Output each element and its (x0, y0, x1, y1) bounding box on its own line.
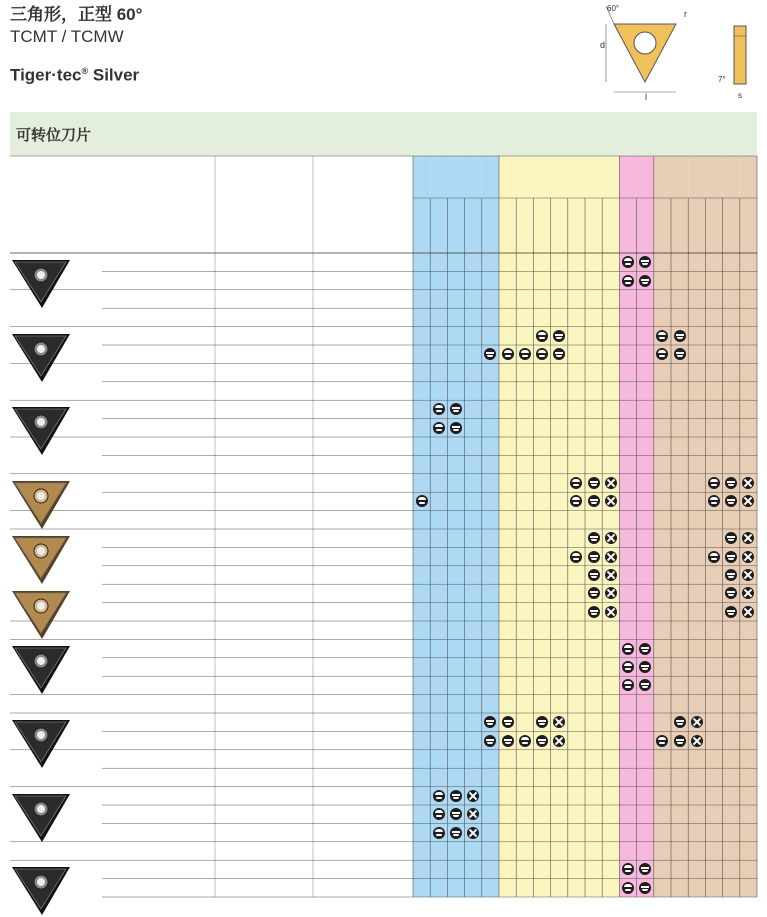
insert-mm4-image (10, 330, 72, 384)
secondary-application-icon (450, 790, 462, 802)
alternative-application-icon (605, 477, 617, 489)
secondary-application-icon (502, 735, 514, 747)
insert-ps5-image (10, 587, 72, 641)
grade-column-bg (671, 156, 688, 897)
grade-column-bg (499, 156, 516, 897)
insert-code: TCMT / TCMW (10, 27, 124, 46)
secondary-application-icon (450, 827, 462, 839)
insert-rm4-image (10, 716, 72, 770)
primary-application-icon (570, 551, 582, 563)
secondary-application-icon (725, 551, 737, 563)
primary-application-icon (656, 735, 668, 747)
insert-rk6-image (10, 863, 72, 917)
grade-column-bg (654, 156, 671, 897)
primary-application-icon (622, 643, 634, 655)
primary-application-icon (433, 808, 445, 820)
insert-rp4-image (10, 790, 72, 844)
secondary-application-icon (639, 882, 651, 894)
alternative-application-icon (691, 716, 703, 728)
primary-application-icon (708, 477, 720, 489)
grade-column-bg (465, 156, 482, 897)
grade-column-bg (723, 156, 740, 897)
grade-column-bg (602, 156, 619, 897)
secondary-application-icon (450, 422, 462, 434)
primary-application-icon (519, 735, 531, 747)
secondary-application-icon (588, 495, 600, 507)
alternative-application-icon (691, 735, 703, 747)
thickness-label: s (738, 91, 742, 100)
secondary-application-icon (536, 735, 548, 747)
secondary-application-icon (502, 716, 514, 728)
clearance-angle-label: 7° (718, 75, 726, 84)
secondary-application-icon (484, 735, 496, 747)
grade-column-bg (568, 156, 585, 897)
secondary-application-icon (553, 330, 565, 342)
grade-column-bg (585, 156, 602, 897)
diameter-label: d (600, 40, 606, 50)
primary-application-icon (536, 330, 548, 342)
insert-mp4-image (10, 403, 72, 457)
alternative-application-icon (553, 735, 565, 747)
alternative-application-icon (742, 551, 754, 563)
brand-name: Tiger·tec® Silver (10, 65, 140, 85)
grade-column-bg (413, 156, 430, 897)
secondary-application-icon (639, 275, 651, 287)
grade-column-bg (740, 156, 757, 897)
primary-application-icon (622, 882, 634, 894)
alternative-application-icon (467, 827, 479, 839)
primary-application-icon (433, 790, 445, 802)
page-title: 三角形，正型 60° (10, 5, 143, 24)
secondary-application-icon (674, 735, 686, 747)
primary-application-icon (433, 827, 445, 839)
secondary-application-icon (588, 587, 600, 599)
primary-application-icon (622, 275, 634, 287)
alternative-application-icon (605, 569, 617, 581)
radius-label: r (684, 9, 687, 19)
secondary-application-icon (725, 606, 737, 618)
grade-column-bg (447, 156, 464, 897)
secondary-application-icon (674, 330, 686, 342)
angle-label: 60° (607, 4, 620, 13)
grade-column-bg (551, 156, 568, 897)
grade-column-bg (533, 156, 550, 897)
alternative-application-icon (605, 551, 617, 563)
secondary-application-icon (588, 532, 600, 544)
grade-column-bg (482, 156, 499, 897)
primary-application-icon (708, 551, 720, 563)
grade-column-bg (705, 156, 722, 897)
secondary-application-icon (588, 569, 600, 581)
length-label: l (645, 92, 647, 102)
primary-application-icon (433, 422, 445, 434)
grade-column-bg (516, 156, 533, 897)
insert-mk4-image (10, 256, 72, 310)
insert-rk4-image (10, 642, 72, 696)
alternative-application-icon (605, 606, 617, 618)
alternative-application-icon (467, 790, 479, 802)
secondary-application-icon (588, 477, 600, 489)
alternative-application-icon (605, 532, 617, 544)
secondary-application-icon (588, 551, 600, 563)
grade-column-bg (688, 156, 705, 897)
secondary-application-icon (639, 643, 651, 655)
primary-application-icon (502, 348, 514, 360)
grade-column-bg (430, 156, 447, 897)
secondary-application-icon (674, 348, 686, 360)
insert-pm5-image (10, 532, 72, 586)
primary-application-icon (622, 661, 634, 673)
secondary-application-icon (588, 606, 600, 618)
insert-pf4-image (10, 477, 72, 531)
primary-application-icon (416, 495, 428, 507)
section-title: 可转位刀片 (16, 127, 92, 144)
secondary-application-icon (674, 716, 686, 728)
primary-application-icon (519, 348, 531, 360)
